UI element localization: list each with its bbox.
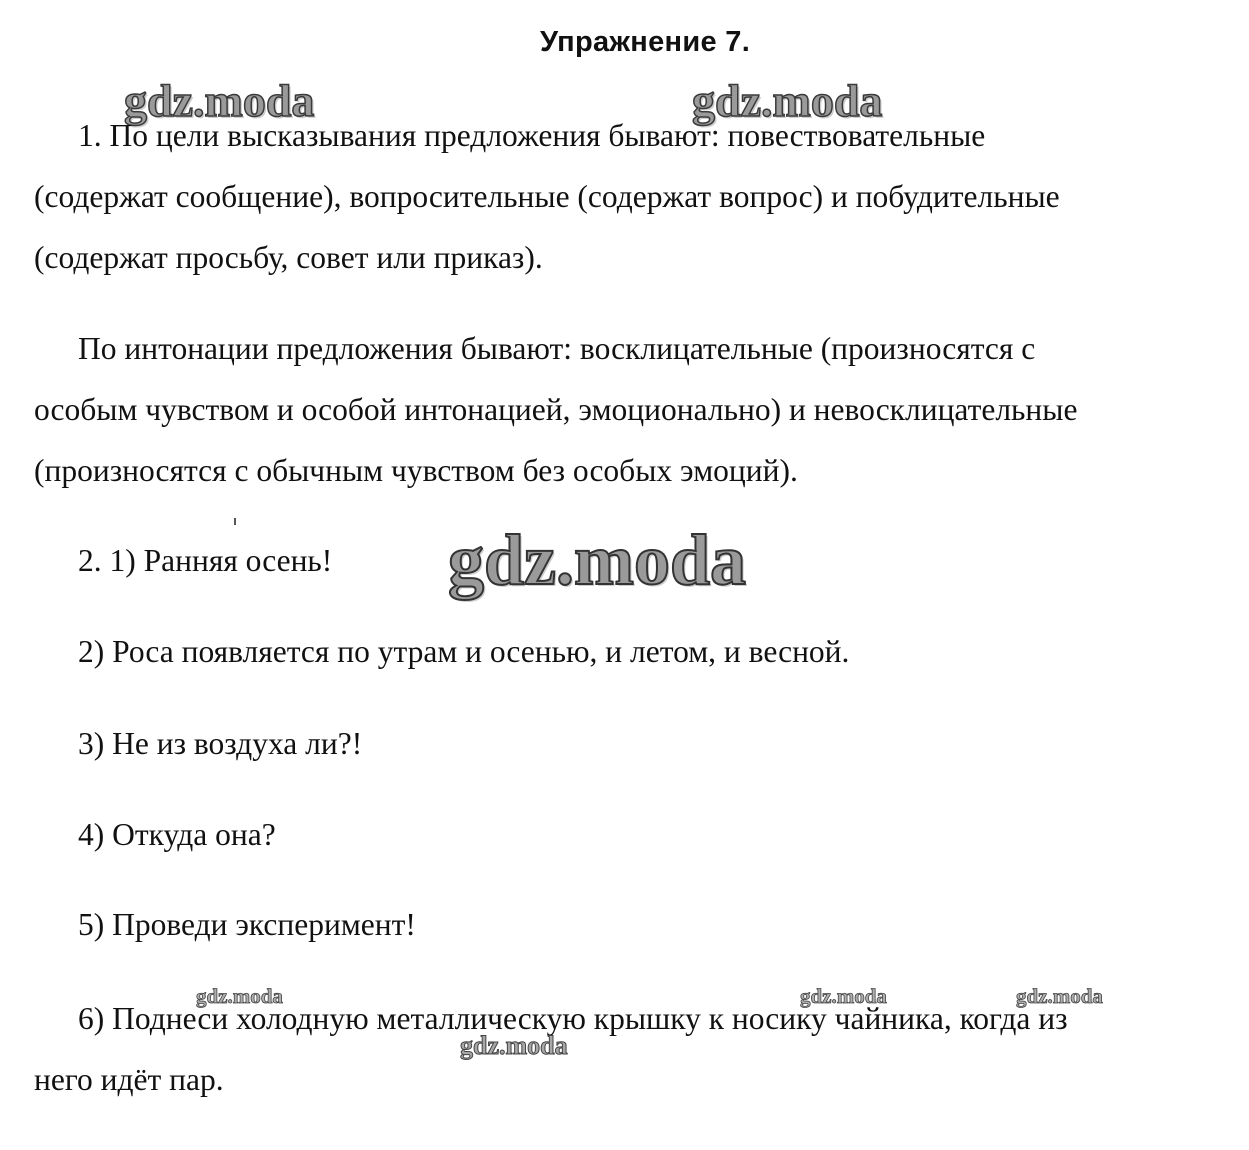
paragraph-line: (содержат просьбу, совет или приказ). xyxy=(34,240,543,275)
watermark-bottom-3: gdz.moda xyxy=(1016,984,1103,1008)
paragraph-line: 6) Поднеси холодную металлическую крышку к носику чайника, когда из xyxy=(78,1001,1068,1036)
watermark-center: gdz.moda xyxy=(448,520,747,600)
answer-item-1: 2. 1) Ранняя осень! xyxy=(78,543,333,578)
paragraph-line: 1. По цели высказывания предложения бывают: повествовательные xyxy=(78,118,986,153)
paragraph-line: (содержат сообщение), вопросительные (содержат вопрос) и побудительные xyxy=(34,179,1060,214)
answer-item-2: 2) Роса появляется по утрам и осенью, и летом, и весной. xyxy=(78,634,850,669)
watermark-top-left: gdz.moda xyxy=(124,75,315,126)
scan-speck xyxy=(234,518,236,525)
exercise-title: Упражнение 7. xyxy=(539,26,751,58)
watermark-bottom-2: gdz.moda xyxy=(800,984,887,1008)
paragraph-line: особым чувством и особой интонацией, эмоционально) и невосклицательные xyxy=(34,392,1078,427)
answer-item-3: 3) Не из воздуха ли?! xyxy=(78,726,363,761)
paragraph-line: По интонации предложения бывают: восклицательные (произносятся с xyxy=(78,331,1036,366)
watermark-top-right: gdz.moda xyxy=(692,75,883,126)
paragraph-line: него идёт пар. xyxy=(34,1062,224,1097)
watermark-bottom-1: gdz.moda xyxy=(196,984,283,1008)
paragraph-line: (произносятся с обычным чувством без особых эмоций). xyxy=(34,453,798,488)
answer-item-4: 4) Откуда она? xyxy=(78,817,276,852)
paragraph-item-6 xyxy=(34,988,1219,1110)
paragraph-sentence-purpose xyxy=(34,105,1219,288)
watermark-bottom-4: gdz.moda xyxy=(460,1031,568,1060)
paragraph-intonation xyxy=(34,318,1219,501)
answer-item-5: 5) Проведи эксперимент! xyxy=(78,907,416,942)
